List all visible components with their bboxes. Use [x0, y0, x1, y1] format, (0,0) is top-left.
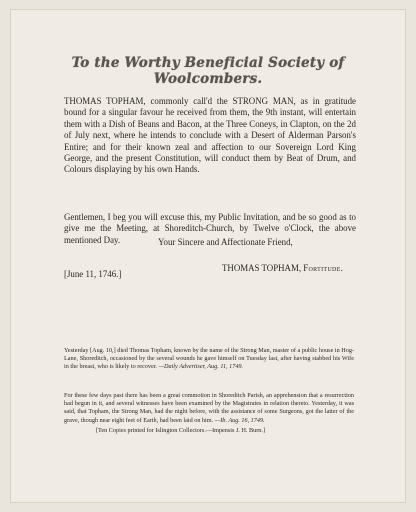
signature-name: THOMAS TOPHAM,: [222, 263, 302, 273]
printer-imprint: [Ten Copies printed for Islington Collectors.—Impensis J. H. Burn.]: [96, 427, 266, 434]
title-line-2: Woolcombers.: [153, 71, 263, 87]
signature: [222, 263, 343, 274]
title-line-1: To the Worthy Beneficial Society of: [71, 55, 345, 71]
note-1-text: Yesterday [Aug. 10,] died Thomas Topham, known by the name of the Strong Man, master of a public house in Hog-Lane, Shoreditch, occasioned by the several wounds he gave himself on Tuesday last, after having stabbed his Wife in the breast, who is likely to recover.: [64, 347, 354, 371]
newspaper-note-1: [64, 347, 354, 372]
note-1-source: —Daily Advertiser, Aug. 11, 1749.: [158, 363, 244, 371]
closing-salutation: Your Sincere and Affectionate Friend,: [158, 237, 293, 247]
signature-title: Fortitude.: [303, 263, 344, 273]
newspaper-note-2: [64, 392, 354, 425]
note-2-source: —Ib. Aug. 16, 1749.: [214, 416, 265, 424]
invitation-paragraph-1: THOMAS TOPHAM, commonly call'd the STRONG MAN, as in gratitude bound for a singular favour he received from them, the 9th instant, will entertain them with a Dish of Beans and Bacon, at the Three Coneys, in Clapton, on the 2d of July next, where he intends to conclude with a Desert of Alderman Parson's Entire; and for their known zeal and affection to our Sovereign Lord King George, and the present Constitution, will conduct them by Beat of Drum, and Colours displaying by his own Hands.: [64, 96, 356, 175]
document-date: [June 11, 1746.]: [64, 269, 122, 279]
note-2-text: For these few days past there has been a great commotion in Shoreditch Parish, an apprehension that a resurrection had begun in it, and several witnesses have been examined by the Magistrates in relation thereto. Yesterday, it was said, that Topham, the Strong Man, had the night before, with the assistance of some Surgeons, got the latter of the grave, though near eight feet of Earth, had been laid on him.: [64, 392, 354, 424]
invitation-paragraph-2: Gentlemen, I beg you will excuse this, my Public Invitation, and be so good as to give me the Meeting, at Shoreditch-Church, by Twelve o'Clock, the above mentioned Day.: [64, 212, 356, 245]
document-title: [0, 55, 416, 87]
